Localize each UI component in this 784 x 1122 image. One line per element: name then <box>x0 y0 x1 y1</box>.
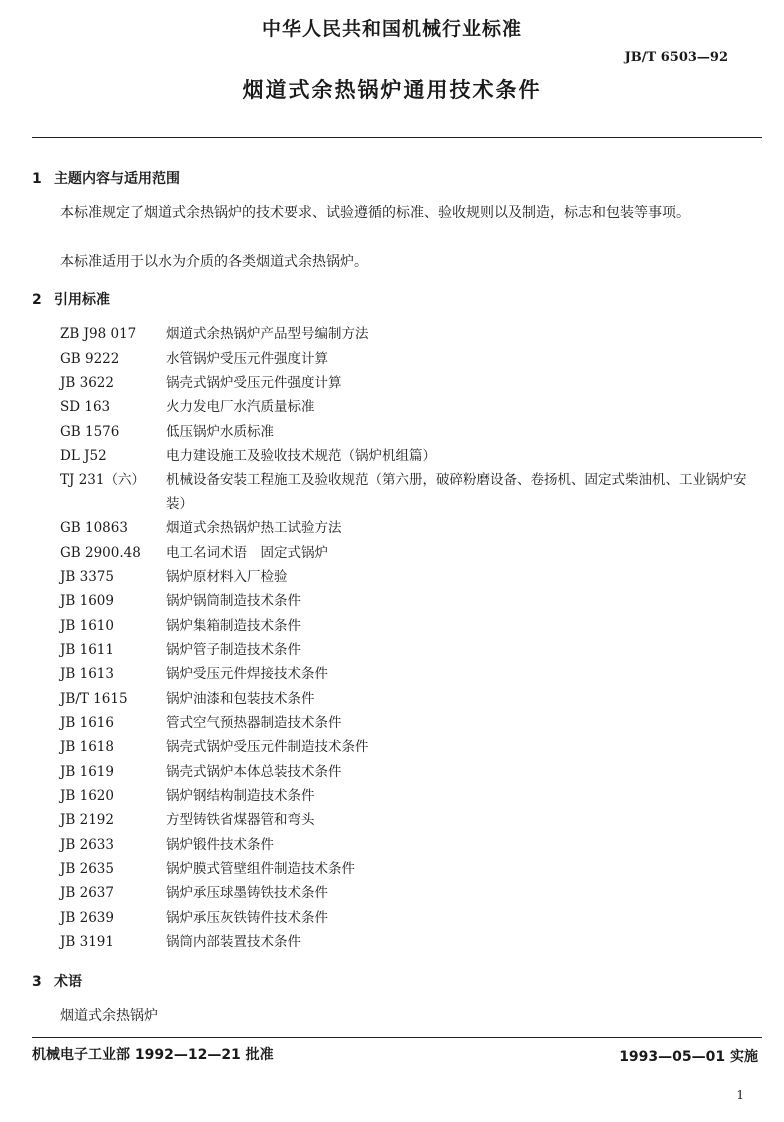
reference-code: JB 2639 <box>60 909 114 926</box>
reference-title: 锅炉膜式管壁组件制造技术条件 <box>166 861 355 878</box>
section-number: 2 <box>32 292 42 308</box>
reference-item <box>60 516 760 540</box>
reference-item <box>60 540 760 564</box>
reference-code: SD 163 <box>60 399 111 416</box>
reference-title: 锅壳式锅炉本体总装技术条件 <box>166 763 342 780</box>
reference-title: 锅炉锻件技术条件 <box>166 836 274 853</box>
reference-title: 锅炉油漆和包装技术条件 <box>166 690 315 707</box>
reference-title: 电工名词术语 固定式锅炉 <box>166 544 328 561</box>
reference-code: JB 3191 <box>60 934 114 951</box>
reference-item <box>60 906 760 930</box>
reference-item <box>60 589 760 613</box>
standard-code: JB/T 6503—92 <box>624 50 728 65</box>
reference-item <box>60 322 760 346</box>
issuing-organization: 中华人民共和国机械行业标准 <box>261 18 522 40</box>
reference-code: JB/T 1615 <box>60 690 128 707</box>
section-3-heading <box>32 971 82 991</box>
reference-item <box>60 468 760 516</box>
reference-code: JB 1611 <box>60 641 114 658</box>
section-2-heading <box>32 289 110 309</box>
reference-code: GB 1576 <box>60 423 120 440</box>
section-title: 主题内容与适用范围 <box>54 171 180 187</box>
reference-item <box>60 395 760 419</box>
reference-item <box>60 565 760 589</box>
reference-title: 锅炉原材料入厂检验 <box>166 568 288 585</box>
reference-code: JB 1620 <box>60 788 114 805</box>
reference-code: GB 2900.48 <box>60 544 141 561</box>
reference-title: 锅炉管子制造技术条件 <box>166 641 301 658</box>
reference-title: 锅炉承压灰铁铸件技术条件 <box>166 909 328 926</box>
section-number: 3 <box>32 974 42 990</box>
reference-code: DL J52 <box>60 447 107 464</box>
reference-item <box>60 857 760 881</box>
reference-title: 锅筒内部装置技术条件 <box>166 934 301 951</box>
section-1-paragraph-2: 本标准适用于以水为介质的各类烟道式余热锅炉。 <box>60 254 368 270</box>
document-title: 烟道式余热锅炉通用技术条件 <box>242 78 542 102</box>
reference-item <box>60 638 760 662</box>
reference-code: JB 2192 <box>60 812 114 829</box>
reference-code: GB 10863 <box>60 520 128 537</box>
reference-code: GB 9222 <box>60 350 120 367</box>
reference-title: 火力发电厂水汽质量标准 <box>166 399 315 416</box>
reference-item <box>60 419 760 443</box>
reference-title: 机械设备安装工程施工及验收规范（第六册，破碎粉磨设备、卷扬机、固定式柴油机、工业锅炉安装） <box>166 472 747 513</box>
reference-code: JB 3375 <box>60 568 114 585</box>
reference-code: JB 1616 <box>60 714 114 731</box>
reference-code: JB 1609 <box>60 593 114 610</box>
reference-item <box>60 613 760 637</box>
reference-title: 管式空气预热器制造技术条件 <box>166 714 342 731</box>
reference-item <box>60 371 760 395</box>
reference-code: JB 3622 <box>60 374 114 391</box>
page-number: 1 <box>736 1088 744 1102</box>
section-number: 1 <box>32 171 42 187</box>
reference-title: 方型铸铁省煤器管和弯头 <box>166 812 315 829</box>
reference-item <box>60 444 760 468</box>
reference-code: ZB J98 017 <box>60 326 137 343</box>
reference-item <box>60 833 760 857</box>
effective-date: 1993—05—01 实施 <box>619 1049 758 1065</box>
reference-title: 烟道式余热锅炉产品型号编制方法 <box>166 326 369 343</box>
section-title: 引用标准 <box>54 292 110 308</box>
reference-code: JB 1613 <box>60 666 114 683</box>
reference-item <box>60 346 760 370</box>
reference-item <box>60 881 760 905</box>
header-divider <box>32 137 762 138</box>
reference-item <box>60 930 760 954</box>
reference-title: 锅炉承压球墨铸铁技术条件 <box>166 885 328 902</box>
section-1-heading <box>32 168 180 188</box>
reference-title: 低压锅炉水质标准 <box>166 423 274 440</box>
reference-title: 烟道式余热锅炉热工试验方法 <box>166 520 342 537</box>
section-1-paragraph-1: 本标准规定了烟道式余热锅炉的技术要求、试验遵循的标准、验收规则以及制造，标志和包装等事项。 <box>60 205 690 221</box>
reference-title: 电力建设施工及验收技术规范（锅炉机组篇） <box>166 447 436 464</box>
reference-code: JB 2633 <box>60 836 114 853</box>
term-entry: 烟道式余热锅炉 <box>60 1008 158 1024</box>
reference-title: 锅炉锅筒制造技术条件 <box>166 593 301 610</box>
reference-item <box>60 662 760 686</box>
reference-list <box>60 322 760 954</box>
reference-title: 锅壳式锅炉受压元件强度计算 <box>166 374 342 391</box>
reference-code: JB 2637 <box>60 885 114 902</box>
reference-code: TJ 231（六） <box>60 472 145 489</box>
reference-title: 锅炉钢结构制造技术条件 <box>166 788 315 805</box>
reference-code: JB 1618 <box>60 739 114 756</box>
reference-item <box>60 735 760 759</box>
reference-title: 锅炉集箱制造技术条件 <box>166 617 301 634</box>
approval-date: 机械电子工业部 1992—12—21 批准 <box>32 1047 274 1063</box>
reference-code: JB 1610 <box>60 617 114 634</box>
reference-title: 锅壳式锅炉受压元件制造技术条件 <box>166 739 369 756</box>
reference-code: JB 2635 <box>60 861 114 878</box>
reference-title: 水管锅炉受压元件强度计算 <box>166 350 328 367</box>
reference-code: JB 1619 <box>60 763 114 780</box>
reference-title: 锅炉受压元件焊接技术条件 <box>166 666 328 683</box>
reference-item <box>60 808 760 832</box>
reference-item <box>60 711 760 735</box>
reference-item <box>60 686 760 710</box>
section-title: 术语 <box>54 974 82 990</box>
reference-item <box>60 760 760 784</box>
reference-item <box>60 784 760 808</box>
footer-divider <box>32 1037 762 1038</box>
